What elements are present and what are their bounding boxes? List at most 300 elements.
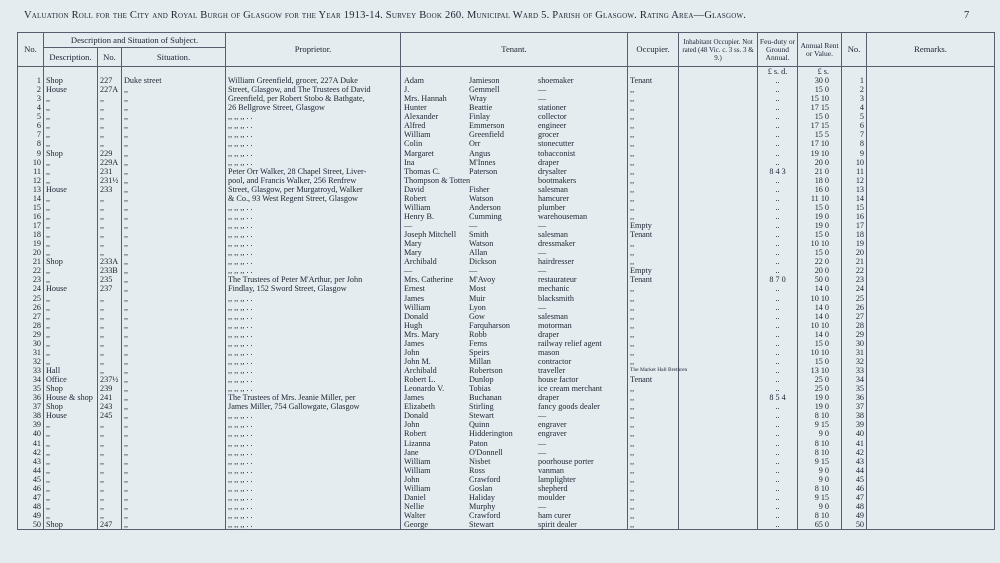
row-number-right: 32 <box>842 357 867 366</box>
row-description: Office <box>44 375 98 384</box>
row-proprietor: ,, ,, ,, . . <box>226 429 401 438</box>
row-situation: ,, <box>122 502 226 511</box>
table-row <box>18 257 995 266</box>
row-situation: ,, <box>122 384 226 393</box>
row-feu-duty: .. <box>758 321 798 330</box>
row-number: 49 <box>18 511 44 520</box>
row-inhabitant-occupier <box>679 112 758 121</box>
row-proprietor: 26 Bellgrove Street, Glasgow <box>226 103 401 112</box>
row-tenant <box>401 85 628 94</box>
tenant-forename: Jane <box>404 447 419 457</box>
row-description: ,, <box>44 493 98 502</box>
row-remarks <box>867 429 995 438</box>
row-remarks <box>867 357 995 366</box>
row-street-number: ,, <box>98 303 122 312</box>
row-occupier: ,, <box>628 130 679 139</box>
row-number: 19 <box>18 239 44 248</box>
row-number: 18 <box>18 230 44 239</box>
table-body <box>18 67 995 530</box>
tenant-forename: William <box>404 456 431 466</box>
row-description: ,, <box>44 312 98 321</box>
row-proprietor: Street, Glasgow, and The Trustees of David <box>226 85 401 94</box>
row-annual-rent: 14 0 <box>798 303 842 312</box>
row-number-right: 2 <box>842 85 867 94</box>
row-proprietor: ,, ,, ,, . . <box>226 520 401 530</box>
table-row <box>18 520 995 530</box>
row-situation: ,, <box>122 85 226 94</box>
row-occupier: ,, <box>628 103 679 112</box>
row-description: House <box>44 284 98 293</box>
row-inhabitant-occupier <box>679 511 758 520</box>
tenant-surname: Lyon <box>469 302 486 312</box>
row-annual-rent: 30 0 <box>798 76 842 85</box>
row-number-right: 40 <box>842 429 867 438</box>
table-row <box>18 402 995 411</box>
row-situation: ,, <box>122 357 226 366</box>
row-description: House <box>44 185 98 194</box>
tenant-occupation: railway relief agent <box>538 338 602 348</box>
row-remarks <box>867 121 995 130</box>
row-tenant <box>401 457 628 466</box>
row-description: ,, <box>44 348 98 357</box>
tenant-occupation: — <box>538 411 547 421</box>
row-tenant <box>401 348 628 357</box>
row-remarks <box>867 266 995 275</box>
row-remarks <box>867 176 995 185</box>
row-proprietor: ,, ,, ,, . . <box>226 375 401 384</box>
row-occupier: ,, <box>628 339 679 348</box>
table-row <box>18 294 995 303</box>
row-inhabitant-occupier <box>679 85 758 94</box>
tenant-occupation: grocer <box>538 130 559 140</box>
row-inhabitant-occupier <box>679 448 758 457</box>
row-street-number: ,, <box>98 312 122 321</box>
row-annual-rent: 22 0 <box>798 257 842 266</box>
row-description: Shop <box>44 149 98 158</box>
row-description: ,, <box>44 239 98 248</box>
row-situation: ,, <box>122 176 226 185</box>
row-tenant <box>401 158 628 167</box>
tenant-forename: Lizanna <box>404 438 431 448</box>
row-inhabitant-occupier <box>679 330 758 339</box>
row-proprietor: ,, ,, ,, . . <box>226 121 401 130</box>
row-number-right: 36 <box>842 393 867 402</box>
row-proprietor: ,, ,, ,, . . <box>226 502 401 511</box>
row-street-number: ,, <box>98 366 122 375</box>
row-annual-rent: 15 0 <box>798 203 842 212</box>
row-inhabitant-occupier <box>679 76 758 85</box>
row-remarks <box>867 448 995 457</box>
row-number: 25 <box>18 294 44 303</box>
tenant-surname: Watson <box>469 193 494 203</box>
row-occupier: ,, <box>628 484 679 493</box>
row-number: 20 <box>18 248 44 257</box>
row-number: 24 <box>18 284 44 293</box>
row-proprietor: ,, ,, ,, . . <box>226 266 401 275</box>
row-situation: ,, <box>122 420 226 429</box>
row-annual-rent: 19 0 <box>798 402 842 411</box>
row-proprietor: ,, ,, ,, . . <box>226 348 401 357</box>
row-number-right: 39 <box>842 420 867 429</box>
row-feu-duty: .. <box>758 185 798 194</box>
row-annual-rent: 17 15 <box>798 121 842 130</box>
row-remarks <box>867 339 995 348</box>
table-row <box>18 475 995 484</box>
row-occupier: ,, <box>628 167 679 176</box>
table-row <box>18 384 995 393</box>
tenant-forename: William <box>404 202 431 212</box>
row-remarks <box>867 303 995 312</box>
table-row <box>18 176 995 185</box>
row-annual-rent: 8 10 <box>798 439 842 448</box>
row-inhabitant-occupier <box>679 457 758 466</box>
row-feu-duty: .. <box>758 103 798 112</box>
tenant-surname: — <box>469 266 478 276</box>
tenant-surname: Emmerson <box>469 121 505 131</box>
row-inhabitant-occupier <box>679 158 758 167</box>
row-tenant <box>401 130 628 139</box>
tenant-forename: James <box>404 393 425 403</box>
row-tenant <box>401 339 628 348</box>
row-annual-rent: 14 0 <box>798 330 842 339</box>
row-tenant <box>401 221 628 230</box>
row-number-right: 4 <box>842 103 867 112</box>
row-street-number: ,, <box>98 130 122 139</box>
row-number: 4 <box>18 103 44 112</box>
tenant-surname: M'Avoy <box>469 275 496 285</box>
tenant-surname: Finlay <box>469 112 490 122</box>
tenant-occupation: contractor <box>538 356 572 366</box>
tenant-occupation: lamplighter <box>538 474 576 484</box>
row-number-right: 47 <box>842 493 867 502</box>
row-number: 23 <box>18 275 44 284</box>
row-situation: ,, <box>122 393 226 402</box>
row-proprietor: ,, ,, ,, . . <box>226 511 401 520</box>
row-number: 39 <box>18 420 44 429</box>
row-proprietor: & Co., 93 West Regent Street, Glasgow <box>226 194 401 203</box>
tenant-occupation: blacksmith <box>538 293 574 303</box>
row-situation: ,, <box>122 212 226 221</box>
tenant-forename: J. <box>404 85 410 95</box>
row-proprietor: ,, ,, ,, . . <box>226 130 401 139</box>
row-tenant <box>401 176 628 185</box>
tenant-surname: Stewart <box>469 411 495 421</box>
row-situation: ,, <box>122 439 226 448</box>
col-header-annual-rent: Annual Rent or Value. <box>798 33 842 67</box>
table-row <box>18 366 995 375</box>
col-header-situation: Situation. <box>122 48 226 67</box>
table-row <box>18 112 995 121</box>
row-remarks <box>867 130 995 139</box>
row-proprietor: James Miller, 754 Gallowgate, Glasgow <box>226 402 401 411</box>
row-remarks <box>867 230 995 239</box>
row-remarks <box>867 502 995 511</box>
row-street-number: 247 <box>98 520 122 530</box>
row-inhabitant-occupier <box>679 366 758 375</box>
row-number: 45 <box>18 475 44 484</box>
row-annual-rent: 15 0 <box>798 112 842 121</box>
tenant-surname: Smith <box>469 230 489 240</box>
row-number-right: 44 <box>842 466 867 475</box>
row-remarks <box>867 221 995 230</box>
row-situation: ,, <box>122 321 226 330</box>
row-street-number: ,, <box>98 203 122 212</box>
row-occupier: ,, <box>628 448 679 457</box>
row-description: ,, <box>44 448 98 457</box>
row-tenant <box>401 393 628 402</box>
row-annual-rent: 16 0 <box>798 185 842 194</box>
tenant-occupation: salesman <box>538 230 569 240</box>
row-occupier: ,, <box>628 348 679 357</box>
row-remarks <box>867 312 995 321</box>
row-annual-rent: 9 0 <box>798 475 842 484</box>
row-proprietor: ,, ,, ,, . . <box>226 384 401 393</box>
row-remarks <box>867 475 995 484</box>
row-remarks <box>867 185 995 194</box>
row-description: ,, <box>44 167 98 176</box>
row-description: Hall <box>44 366 98 375</box>
row-number: 44 <box>18 466 44 475</box>
row-number-right: 15 <box>842 203 867 212</box>
row-number: 6 <box>18 121 44 130</box>
row-number: 37 <box>18 402 44 411</box>
tenant-occupation: traveller <box>538 366 566 375</box>
row-number-right: 50 <box>842 520 867 530</box>
tenant-forename: Adam <box>404 76 425 85</box>
row-feu-duty: .. <box>758 375 798 384</box>
tenant-forename: Thomas C. <box>404 166 440 176</box>
tenant-occupation: engineer <box>538 121 567 131</box>
row-annual-rent: 9 15 <box>798 457 842 466</box>
row-remarks <box>867 493 995 502</box>
row-inhabitant-occupier <box>679 384 758 393</box>
table-row <box>18 284 995 293</box>
row-remarks <box>867 158 995 167</box>
row-street-number: ,, <box>98 112 122 121</box>
row-occupier: Tenant <box>628 76 679 85</box>
row-remarks <box>867 393 995 402</box>
row-annual-rent: 15 0 <box>798 248 842 257</box>
row-annual-rent: 10 10 <box>798 348 842 357</box>
row-proprietor: ,, ,, ,, . . <box>226 448 401 457</box>
row-street-number: 239 <box>98 384 122 393</box>
row-number-right: 25 <box>842 294 867 303</box>
table-row <box>18 348 995 357</box>
row-street-number: ,, <box>98 511 122 520</box>
row-street-number: 231 <box>98 167 122 176</box>
row-street-number: 233 <box>98 185 122 194</box>
row-proprietor: William Greenfield, grocer, 227A Duke <box>226 76 401 85</box>
row-street-number: ,, <box>98 457 122 466</box>
row-tenant <box>401 239 628 248</box>
row-inhabitant-occupier <box>679 230 758 239</box>
tenant-surname: Ross <box>469 465 485 475</box>
row-feu-duty: .. <box>758 121 798 130</box>
tenant-forename: Hugh <box>404 320 423 330</box>
row-feu-duty: .. <box>758 384 798 393</box>
row-tenant <box>401 321 628 330</box>
row-situation: ,, <box>122 366 226 375</box>
row-number: 14 <box>18 194 44 203</box>
row-feu-duty: .. <box>758 366 798 375</box>
tenant-forename: Daniel <box>404 492 426 502</box>
tenant-occupation: — <box>538 447 547 457</box>
row-number-right: 14 <box>842 194 867 203</box>
row-annual-rent: 25 0 <box>798 375 842 384</box>
row-occupier: Empty <box>628 266 679 275</box>
row-situation: ,, <box>122 221 226 230</box>
row-situation: ,, <box>122 375 226 384</box>
row-occupier: ,, <box>628 330 679 339</box>
row-inhabitant-occupier <box>679 266 758 275</box>
row-tenant <box>401 76 628 85</box>
row-number-right: 19 <box>842 239 867 248</box>
row-inhabitant-occupier <box>679 312 758 321</box>
col-header-description: Description. <box>44 48 98 67</box>
row-occupier: Empty <box>628 221 679 230</box>
row-remarks <box>867 457 995 466</box>
row-number-right: 28 <box>842 321 867 330</box>
row-annual-rent: 19 0 <box>798 393 842 402</box>
row-description: ,, <box>44 158 98 167</box>
row-street-number: 229 <box>98 149 122 158</box>
tenant-occupation: salesman <box>538 184 569 194</box>
row-tenant <box>401 375 628 384</box>
row-tenant <box>401 502 628 511</box>
tenant-forename: Mary <box>404 239 422 249</box>
row-street-number: ,, <box>98 121 122 130</box>
row-situation: ,, <box>122 158 226 167</box>
row-tenant <box>401 203 628 212</box>
row-tenant <box>401 511 628 520</box>
row-proprietor: ,, ,, ,, . . <box>226 158 401 167</box>
row-feu-duty: .. <box>758 475 798 484</box>
tenant-occupation: vanman <box>538 465 564 475</box>
row-remarks <box>867 203 995 212</box>
row-description: ,, <box>44 420 98 429</box>
row-number: 22 <box>18 266 44 275</box>
row-description: ,, <box>44 303 98 312</box>
row-situation: ,, <box>122 230 226 239</box>
row-description: ,, <box>44 511 98 520</box>
tenant-forename: John <box>404 420 420 430</box>
row-street-number: ,, <box>98 348 122 357</box>
row-street-number: ,, <box>98 294 122 303</box>
row-tenant <box>401 185 628 194</box>
tenant-forename: Alfred <box>404 121 426 131</box>
row-annual-rent: 10 10 <box>798 321 842 330</box>
tenant-forename: Leonardo V. <box>404 384 445 394</box>
tenant-occupation: motorman <box>538 320 572 330</box>
row-number: 36 <box>18 393 44 402</box>
row-street-number: 233B <box>98 266 122 275</box>
table-row <box>18 393 995 402</box>
row-situation: ,, <box>122 103 226 112</box>
tenant-occupation: collector <box>538 112 567 122</box>
row-annual-rent: 14 0 <box>798 284 842 293</box>
row-number: 2 <box>18 85 44 94</box>
row-occupier: ,, <box>628 212 679 221</box>
row-inhabitant-occupier <box>679 429 758 438</box>
row-annual-rent: 8 10 <box>798 411 842 420</box>
row-feu-duty: .. <box>758 239 798 248</box>
row-tenant <box>401 303 628 312</box>
tenant-surname: Paterson <box>469 166 498 176</box>
row-inhabitant-occupier <box>679 321 758 330</box>
tenant-forename: Robert <box>404 429 427 439</box>
row-proprietor: ,, ,, ,, . . <box>226 484 401 493</box>
row-description: ,, <box>44 130 98 139</box>
row-occupier: ,, <box>628 520 679 530</box>
tenant-surname: Hidderington <box>469 429 513 439</box>
tenant-surname: Farquharson <box>469 320 510 330</box>
row-proprietor: ,, ,, ,, . . <box>226 212 401 221</box>
row-inhabitant-occupier <box>679 339 758 348</box>
tenant-occupation: mechanic <box>538 284 570 294</box>
row-tenant <box>401 194 628 203</box>
row-tenant <box>401 366 628 375</box>
row-inhabitant-occupier <box>679 94 758 103</box>
page-title: Valuation Roll for the City and Royal Burgh of Glasgow for the Year 1913-14. Survey Book 260. Municipal Ward 5. Parish of Glasgow. Rating Area—Glasgow. <box>24 10 747 21</box>
row-inhabitant-occupier <box>679 411 758 420</box>
row-street-number: ,, <box>98 103 122 112</box>
row-occupier: ,, <box>628 429 679 438</box>
tenant-forename: Archibald <box>404 366 437 375</box>
tenant-occupation: tobacconist <box>538 148 576 158</box>
row-description: ,, <box>44 330 98 339</box>
row-feu-duty: .. <box>758 330 798 339</box>
row-feu-duty: 8 4 3 <box>758 167 798 176</box>
row-number: 48 <box>18 502 44 511</box>
col-header-number: No. <box>98 48 122 67</box>
row-situation: ,, <box>122 94 226 103</box>
row-street-number: ,, <box>98 357 122 366</box>
row-proprietor: ,, ,, ,, . . <box>226 439 401 448</box>
row-tenant <box>401 121 628 130</box>
row-street-number: ,, <box>98 321 122 330</box>
row-feu-duty: 8 7 0 <box>758 275 798 284</box>
table-row <box>18 511 995 520</box>
row-street-number: ,, <box>98 212 122 221</box>
row-annual-rent: 15 0 <box>798 357 842 366</box>
row-street-number: 245 <box>98 411 122 420</box>
row-annual-rent: 9 0 <box>798 502 842 511</box>
tenant-surname: Robb <box>469 329 487 339</box>
row-inhabitant-occupier <box>679 185 758 194</box>
row-number-right: 5 <box>842 112 867 121</box>
row-occupier: ,, <box>628 185 679 194</box>
row-inhabitant-occupier <box>679 248 758 257</box>
tenant-surname: Buchanan <box>469 393 502 403</box>
table-row <box>18 339 995 348</box>
row-annual-rent: 9 15 <box>798 420 842 429</box>
tenant-occupation: — <box>538 94 547 104</box>
row-street-number: ,, <box>98 484 122 493</box>
table-row <box>18 466 995 475</box>
row-occupier: ,, <box>628 420 679 429</box>
row-occupier: ,, <box>628 121 679 130</box>
row-occupier: ,, <box>628 94 679 103</box>
tenant-forename: John <box>404 347 420 357</box>
tenant-forename: James <box>404 338 425 348</box>
table-row <box>18 420 995 429</box>
row-inhabitant-occupier <box>679 439 758 448</box>
row-situation: ,, <box>122 339 226 348</box>
tenant-surname: Robertson <box>469 366 503 375</box>
row-remarks <box>867 76 995 85</box>
row-feu-duty: .. <box>758 411 798 420</box>
tenant-occupation: draper <box>538 329 559 339</box>
